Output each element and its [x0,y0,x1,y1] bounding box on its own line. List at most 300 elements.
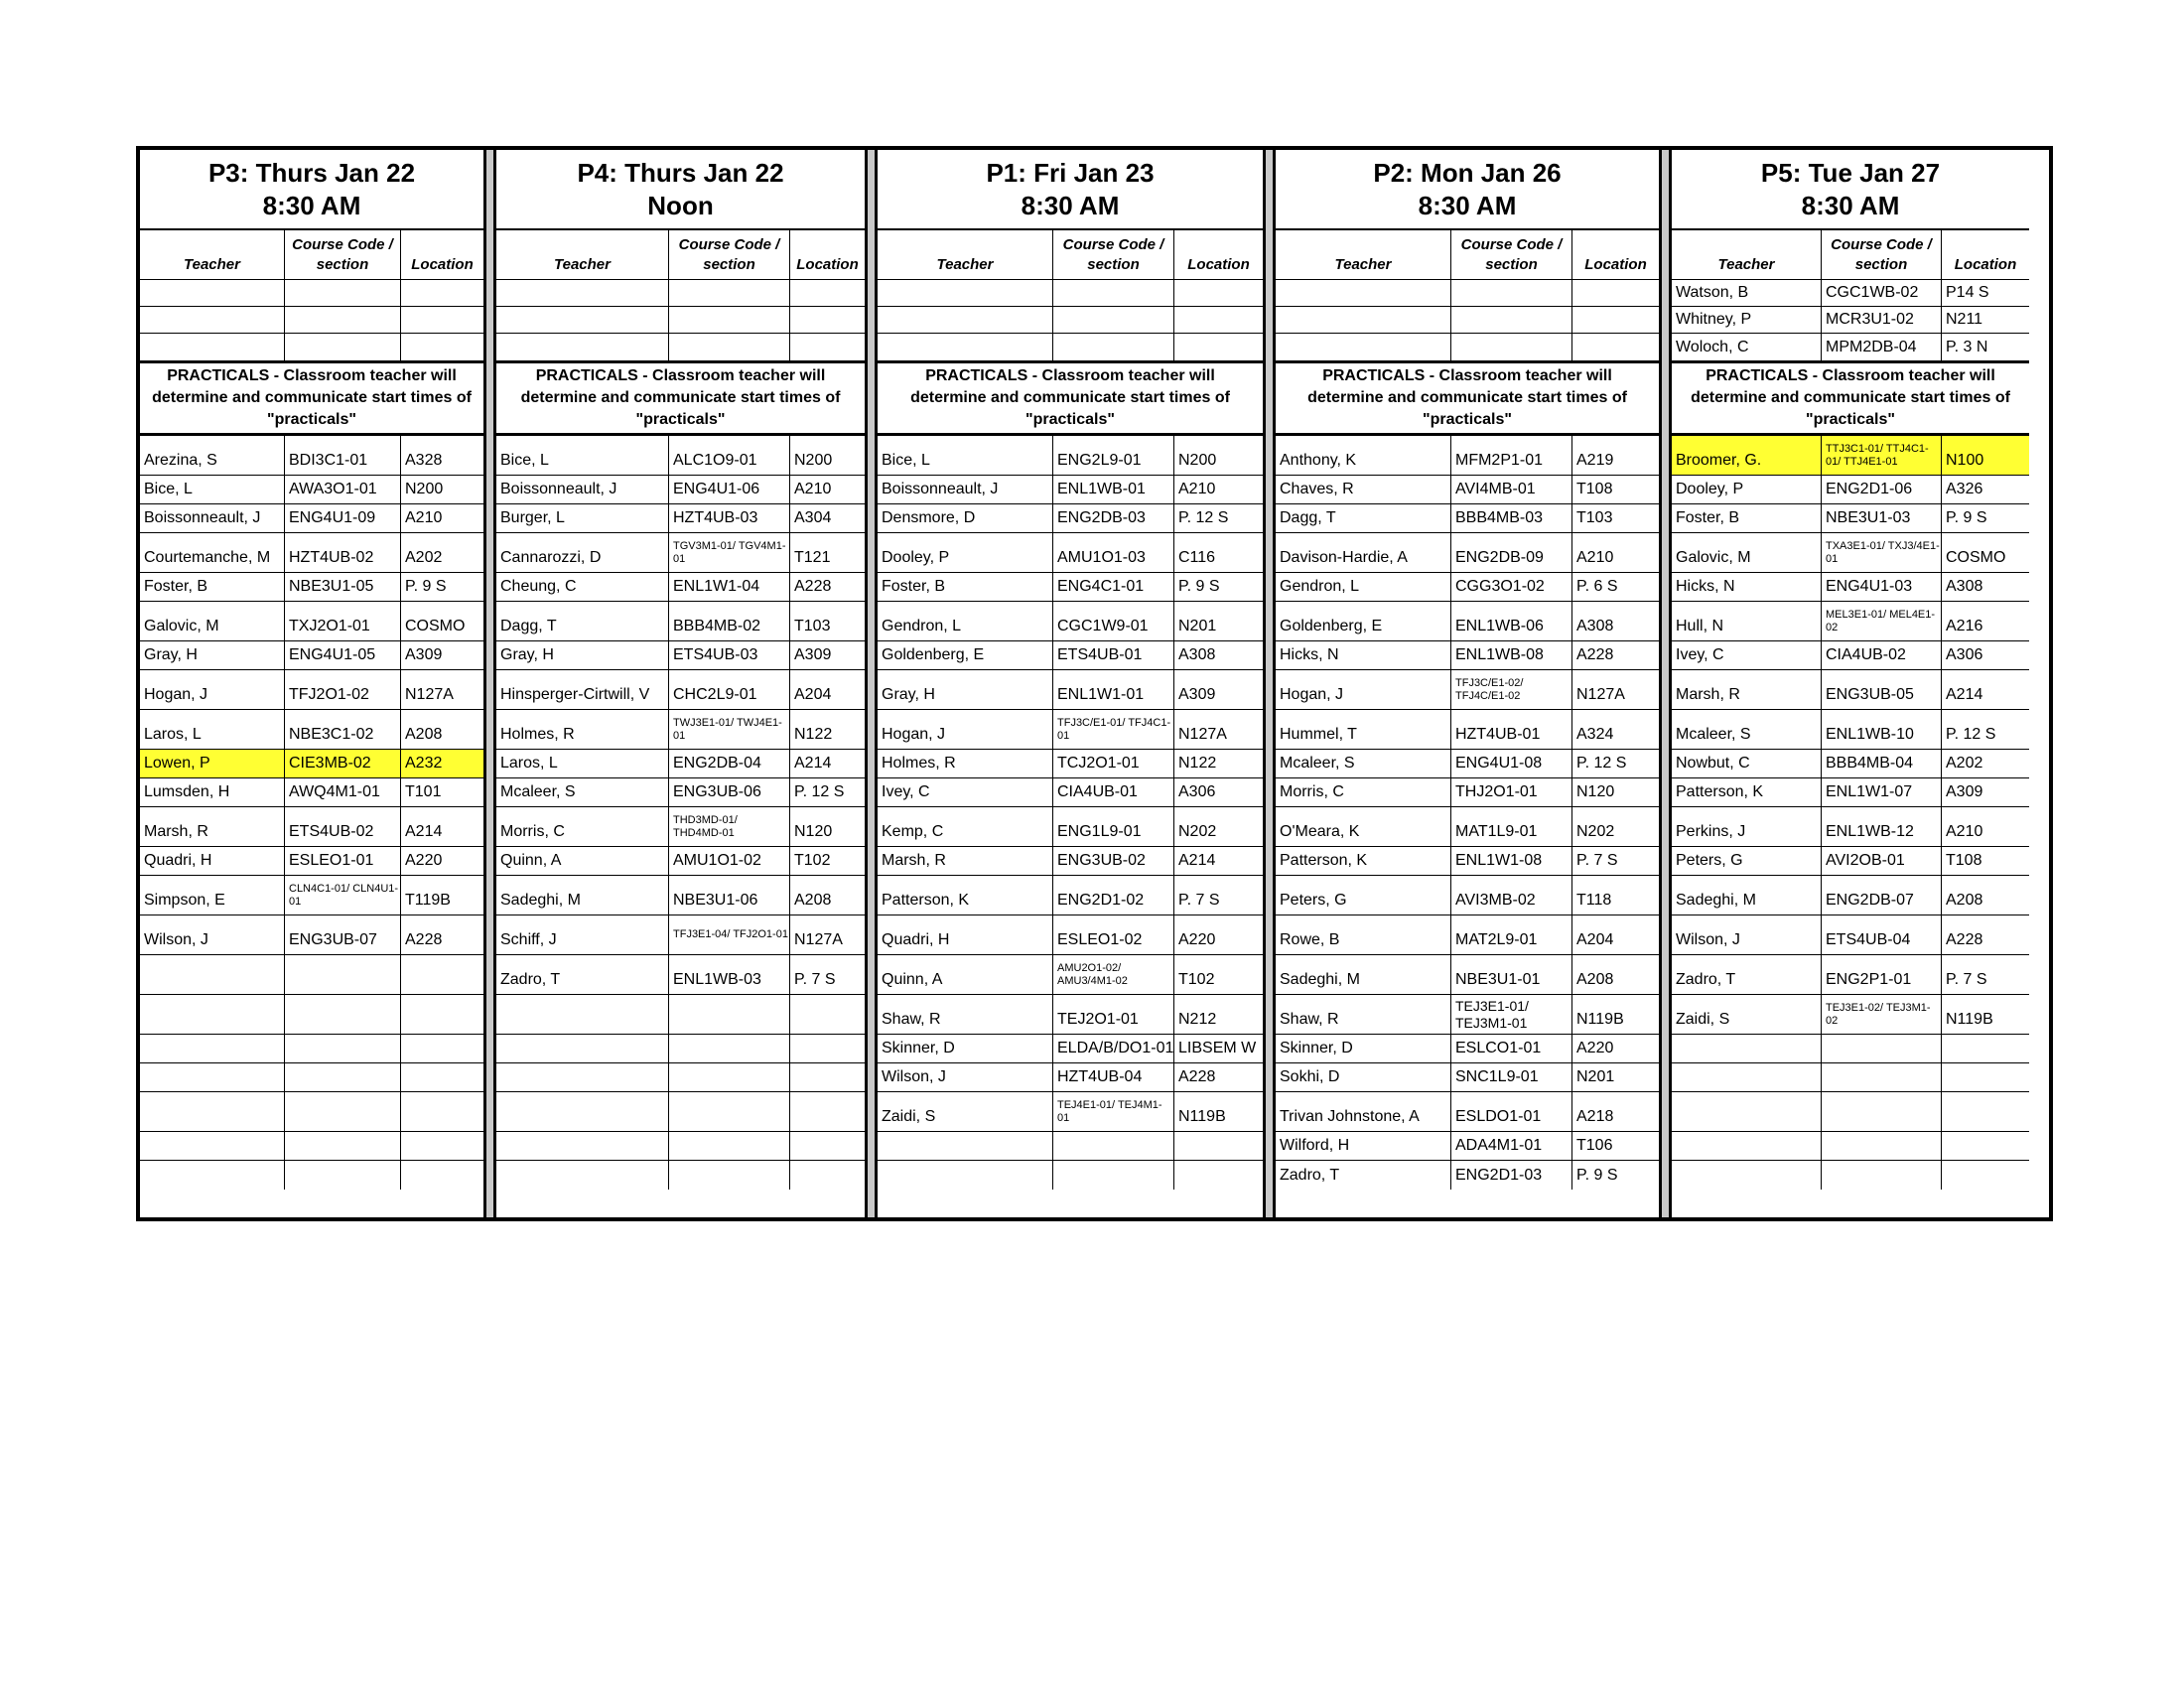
table-row [1276,710,1659,750]
teacher-cell: Marsh, R [140,807,285,846]
table-row [878,670,1263,710]
table-row [140,1092,483,1132]
location-cell: N200 [405,481,444,497]
course-cell: TTJ3C1-01/ TTJ4C1-01/ TTJ4E1-01 [1822,436,1942,475]
location-cell: T103 [1576,509,1613,526]
teacher-cell: Mcaleer, S [1672,710,1822,749]
teacher-cell [140,1161,285,1190]
course-cell: MPM2DB-04 [1822,334,1942,360]
table-row [1672,670,2029,710]
course-cell: ESLEO1-02 [1053,915,1174,954]
course-cell [669,1063,790,1091]
location-cell: N120 [794,823,833,840]
teacher-cell [878,1132,1053,1160]
panel-separator [865,150,878,1217]
location-cell: A306 [1946,646,1983,663]
teacher-cell: Holmes, R [496,710,669,749]
table-row [1276,1132,1659,1161]
course-cell [285,1161,401,1190]
column-headers [1276,230,1659,280]
course-cell: ENG4U1-03 [1822,573,1942,601]
teacher-cell: Peters, G [1276,876,1451,914]
teacher-cell: Galovic, M [140,602,285,640]
location-cell: T119B [405,892,451,909]
table-row [140,573,483,602]
teacher-cell: Patterson, K [1276,847,1451,875]
exam-period-panel [1672,150,2029,1217]
teacher-cell: Hogan, J [1276,670,1451,709]
teacher-cell: Hicks, N [1672,573,1822,601]
teacher-cell: Foster, B [140,573,285,601]
teacher-cell [140,1092,285,1131]
location-cell: P. 12 S [1946,726,1996,743]
course-cell: MEL3E1-01/ MEL4E1-02 [1822,602,1942,640]
course-cell: SNC1L9-01 [1451,1063,1572,1091]
table-row [140,847,483,876]
table-row [140,1161,483,1190]
period-title: P3: Thurs Jan 22 [207,157,416,188]
course-cell: ELDA/B/DO1-01 [1053,1035,1174,1062]
teacher-cell: Gray, H [140,641,285,669]
location-cell [1572,280,1659,306]
location-cell: A204 [794,686,832,703]
course-cell [1053,334,1174,360]
period-header [496,150,865,230]
location-column-header: Location [411,256,474,273]
location-cell: A308 [1576,618,1614,634]
table-row [496,436,865,476]
table-row [1672,1092,2029,1132]
course-cell: TXA3E1-01/ TXJ3/4E1-01 [1822,533,1942,572]
table-row [496,847,865,876]
teacher-cell [496,280,669,306]
table-row [878,476,1263,504]
teacher-cell: Lowen, P [140,750,285,777]
teacher-cell: Ivey, C [1672,641,1822,669]
location-cell [790,1161,865,1190]
course-cell: ENG2D1-03 [1451,1161,1572,1190]
location-cell: A210 [794,481,832,497]
location-cell: P. 7 S [1178,892,1220,909]
course-cell: TFJ3C/E1-02/ TFJ4C/E1-02 [1451,670,1572,709]
teacher-cell: Bice, L [878,436,1053,475]
teacher-cell: Quinn, A [878,955,1053,994]
location-cell: A214 [1178,852,1216,869]
period-title: P5: Tue Jan 27 [1760,157,1941,188]
course-cell: ENG2DB-04 [669,750,790,777]
teacher-cell: Boissonneault, J [878,476,1053,503]
course-cell: ENG2DB-09 [1451,533,1572,572]
location-cell [1942,1161,2029,1190]
location-cell: P14 S [1946,284,1989,301]
teacher-cell: Wilson, J [140,915,285,954]
table-row [496,710,865,750]
course-cell: CHC2L9-01 [669,670,790,709]
teacher-cell: Zaidi, S [1672,995,1822,1034]
exam-schedule-table [136,146,2053,1221]
teacher-cell: Sadeghi, M [1276,955,1451,994]
location-cell [1174,334,1263,360]
location-cell [1942,1132,2029,1160]
course-cell [669,1132,790,1160]
teacher-cell: Dooley, P [878,533,1053,572]
teacher-cell: Broomer, G. [1672,436,1822,475]
course-cell: HZT4UB-01 [1451,710,1572,749]
teacher-cell [496,1132,669,1160]
location-cell: A210 [405,509,443,526]
course-cell: AWA3O1-01 [285,476,401,503]
teacher-cell: Patterson, K [878,876,1053,914]
course-cell: THD3MD-01/ THD4MD-01 [669,807,790,846]
course-cell: ENG2DB-07 [1822,876,1942,914]
location-cell: T102 [1178,971,1215,988]
table-row [496,670,865,710]
table-row [878,307,1263,334]
location-cell [1942,1092,2029,1131]
location-cell: T106 [1576,1137,1613,1154]
location-cell: A208 [1946,892,1983,909]
course-cell: ESLEO1-01 [285,847,401,875]
table-row [1672,436,2029,476]
table-row [140,307,483,334]
location-cell: A214 [1946,686,1983,703]
course-cell: ENL1W1-04 [669,573,790,601]
table-row [1672,1035,2029,1063]
table-row [878,778,1263,807]
location-cell [790,995,865,1034]
course-cell: AMU2O1-02/ AMU3/4M1-02 [1053,955,1174,994]
table-row [878,750,1263,778]
table-row [140,280,483,307]
table-row [1672,778,2029,807]
table-row [1672,807,2029,847]
table-row [496,807,865,847]
table-row [140,915,483,955]
course-cell [285,1092,401,1131]
teacher-cell: Zadro, T [1276,1161,1451,1190]
course-cell: AWQ4M1-01 [285,778,401,806]
table-row [878,995,1263,1035]
table-row [1672,504,2029,533]
table-row [1672,1063,2029,1092]
table-row [1276,876,1659,915]
table-row [878,1161,1263,1190]
table-row [878,602,1263,641]
table-row [1276,1092,1659,1132]
period-title: P2: Mon Jan 26 [1373,157,1562,188]
table-row [140,1035,483,1063]
course-cell: ENL1W1-08 [1451,847,1572,875]
teacher-column-header: Teacher [1276,230,1451,279]
table-row [496,504,865,533]
table-row [1276,307,1659,334]
table-row [1276,641,1659,670]
location-cell: A202 [1946,755,1983,772]
location-cell: P. 7 S [794,971,836,988]
location-cell: N119B [1178,1108,1226,1125]
practicals-note: PRACTICALS - Classroom teacher will determine and communicate start times of "practicals" [1672,360,2029,436]
table-row [140,334,483,360]
table-row [496,1092,865,1132]
location-cell: A216 [1946,618,1983,634]
teacher-cell: Dagg, T [496,602,669,640]
table-row [496,476,865,504]
course-cell: NBE3U1-05 [285,573,401,601]
table-row [496,1035,865,1063]
table-row [1672,307,2029,334]
practicals-note: PRACTICALS - Classroom teacher will determine and communicate start times of "practicals" [496,360,865,436]
table-row [1276,1063,1659,1092]
teacher-cell [140,1035,285,1062]
course-cell: BBB4MB-04 [1822,750,1942,777]
table-row [496,778,865,807]
location-cell: A208 [1576,971,1614,988]
teacher-cell: Marsh, R [1672,670,1822,709]
teacher-cell: Hinsperger-Cirtwill, V [496,670,669,709]
course-cell: CIA4UB-01 [1053,778,1174,806]
exam-period-panel [496,150,865,1217]
table-row [496,602,865,641]
teacher-cell: Sadeghi, M [1672,876,1822,914]
teacher-cell: Sokhi, D [1276,1063,1451,1091]
table-row [1276,955,1659,995]
location-cell [1174,307,1263,333]
table-row [878,710,1263,750]
table-row [1276,504,1659,533]
location-cell: A228 [1576,646,1614,663]
table-row [1672,876,2029,915]
table-row [1672,750,2029,778]
course-cell: NBE3U1-06 [669,876,790,914]
course-cell: AVI3MB-02 [1451,876,1572,914]
location-cell: A208 [405,726,443,743]
teacher-column-header: Teacher [496,230,669,279]
location-cell: P. 9 S [1946,509,1987,526]
table-row [1276,915,1659,955]
location-cell: T108 [1576,481,1613,497]
teacher-cell: Gray, H [878,670,1053,709]
location-cell: N119B [1946,1011,1993,1028]
table-row [1276,778,1659,807]
location-cell: N202 [1178,823,1217,840]
location-cell: C116 [1178,549,1216,566]
course-column-header: Course Code / section [669,230,790,279]
teacher-cell [140,995,285,1034]
location-cell: A309 [1178,686,1216,703]
course-cell: ENL1WB-01 [1053,476,1174,503]
course-cell [669,1035,790,1062]
course-cell [1822,1092,1942,1131]
teacher-cell: Cannarozzi, D [496,533,669,572]
exam-period-panel [140,150,483,1217]
course-cell: TGV3M1-01/ TGV4M1-01 [669,533,790,572]
teacher-cell [140,1063,285,1091]
location-cell: N211 [1946,311,1983,328]
location-cell [1942,1063,2029,1091]
location-cell: COSMO [405,618,466,634]
location-cell [790,1063,865,1091]
teacher-cell [1276,307,1451,333]
course-cell: TEJ4E1-01/ TEJ4M1-01 [1053,1092,1174,1131]
location-column-header: Location [1187,256,1250,273]
column-headers [1672,230,2029,280]
location-column-header: Location [796,256,859,273]
course-cell: ENG4C1-01 [1053,573,1174,601]
teacher-cell: Laros, L [140,710,285,749]
teacher-cell: Hummel, T [1276,710,1451,749]
teacher-cell [496,1035,669,1062]
location-cell: T121 [794,549,831,566]
location-cell [401,1132,483,1160]
table-row [1672,533,2029,573]
course-cell [1053,1132,1174,1160]
teacher-cell [1672,1092,1822,1131]
table-row [878,1092,1263,1132]
teacher-cell: O'Meara, K [1276,807,1451,846]
teacher-cell: Rowe, B [1276,915,1451,954]
location-cell: N202 [1576,823,1615,840]
location-cell: A328 [405,452,443,469]
period-header [1276,150,1659,230]
teacher-column-header: Teacher [878,230,1053,279]
teacher-cell [878,1161,1053,1190]
location-cell: A309 [405,646,443,663]
course-cell: ENL1WB-03 [669,955,790,994]
course-cell: ENG2P1-01 [1822,955,1942,994]
teacher-cell: Simpson, E [140,876,285,914]
teacher-cell: Hicks, N [1276,641,1451,669]
course-cell: AMU1O1-02 [669,847,790,875]
teacher-cell: Kemp, C [878,807,1053,846]
teacher-cell [496,1063,669,1091]
location-cell: A220 [1576,1040,1614,1056]
table-row [1276,602,1659,641]
teacher-cell: Gendron, L [878,602,1053,640]
location-cell [790,280,865,306]
table-row [1276,1035,1659,1063]
table-row [140,670,483,710]
location-cell: A228 [794,578,832,595]
teacher-cell: Quadri, H [878,915,1053,954]
course-cell: ENG2DB-03 [1053,504,1174,532]
table-row [878,807,1263,847]
course-cell: HZT4UB-04 [1053,1063,1174,1091]
teacher-cell: Lumsden, H [140,778,285,806]
course-cell: MCR3U1-02 [1822,307,1942,333]
table-row [140,1063,483,1092]
course-cell: BBB4MB-02 [669,602,790,640]
location-cell: T108 [1946,852,1982,869]
table-row [878,334,1263,360]
teacher-cell: Galovic, M [1672,533,1822,572]
teacher-cell: Burger, L [496,504,669,532]
location-cell: A202 [405,549,443,566]
location-cell [401,334,483,360]
course-cell [285,280,401,306]
location-cell: A219 [1576,452,1614,469]
course-column-header: Course Code / section [1053,230,1174,279]
course-cell: ENL1W1-01 [1053,670,1174,709]
location-cell [401,1092,483,1131]
table-row [878,1035,1263,1063]
course-cell: ENG3UB-05 [1822,670,1942,709]
course-cell [1451,280,1572,306]
course-cell [669,1161,790,1190]
course-cell: ENG3UB-02 [1053,847,1174,875]
teacher-cell: Morris, C [496,807,669,846]
teacher-cell [140,280,285,306]
course-cell: THJ2O1-01 [1451,778,1572,806]
location-cell [401,307,483,333]
panel-separator [1263,150,1276,1217]
teacher-column-header: Teacher [140,230,285,279]
teacher-cell [1276,334,1451,360]
course-cell: TEJ3E1-01/ TEJ3M1-01 [1451,995,1572,1034]
table-row [496,750,865,778]
course-cell [1053,280,1174,306]
teacher-cell: Quadri, H [140,847,285,875]
table-row [878,1132,1263,1161]
teacher-cell: Woloch, C [1672,334,1822,360]
panel-separator [483,150,496,1217]
location-cell [1174,280,1263,306]
table-row [140,602,483,641]
teacher-cell: Arezina, S [140,436,285,475]
teacher-cell [1672,1132,1822,1160]
table-row [1276,533,1659,573]
teacher-cell: Trivan Johnstone, A [1276,1092,1451,1131]
teacher-cell [496,995,669,1034]
location-cell: N127A [1576,686,1625,703]
teacher-cell: Nowbut, C [1672,750,1822,777]
period-title: P1: Fri Jan 23 [986,157,1155,188]
location-cell [790,307,865,333]
location-cell: P. 12 S [794,783,845,800]
course-cell [1822,1035,1942,1062]
table-row [1276,436,1659,476]
location-cell: P. 12 S [1178,509,1229,526]
location-cell: A304 [794,509,832,526]
course-cell: ENG4U1-09 [285,504,401,532]
location-cell: A309 [1946,783,1983,800]
location-cell: COSMO [1946,549,2006,566]
course-cell [285,307,401,333]
course-cell [285,1132,401,1160]
location-cell: A232 [401,750,483,777]
course-cell: TCJ2O1-01 [1053,750,1174,777]
teacher-cell: Boissonneault, J [496,476,669,503]
location-column-header: Location [1954,256,2017,273]
teacher-cell: Foster, B [1672,504,1822,532]
table-row [496,334,865,360]
teacher-cell: Gray, H [496,641,669,669]
course-cell: TFJ3E1-04/ TFJ2O1-01 [669,915,790,954]
course-cell: MAT2L9-01 [1451,915,1572,954]
location-cell: A210 [1576,549,1614,566]
location-cell [1942,1035,2029,1062]
period-time: 8:30 AM [1801,190,1900,220]
table-row [1672,602,2029,641]
location-cell [401,955,483,994]
location-cell: N127A [1178,726,1227,743]
location-cell: A308 [1946,578,1983,595]
teacher-cell: Mcaleer, S [496,778,669,806]
table-row [878,876,1263,915]
location-cell: T101 [405,783,442,800]
location-cell: N200 [1178,452,1217,469]
location-cell [1174,1161,1263,1190]
course-cell: ESLCO1-01 [1451,1035,1572,1062]
